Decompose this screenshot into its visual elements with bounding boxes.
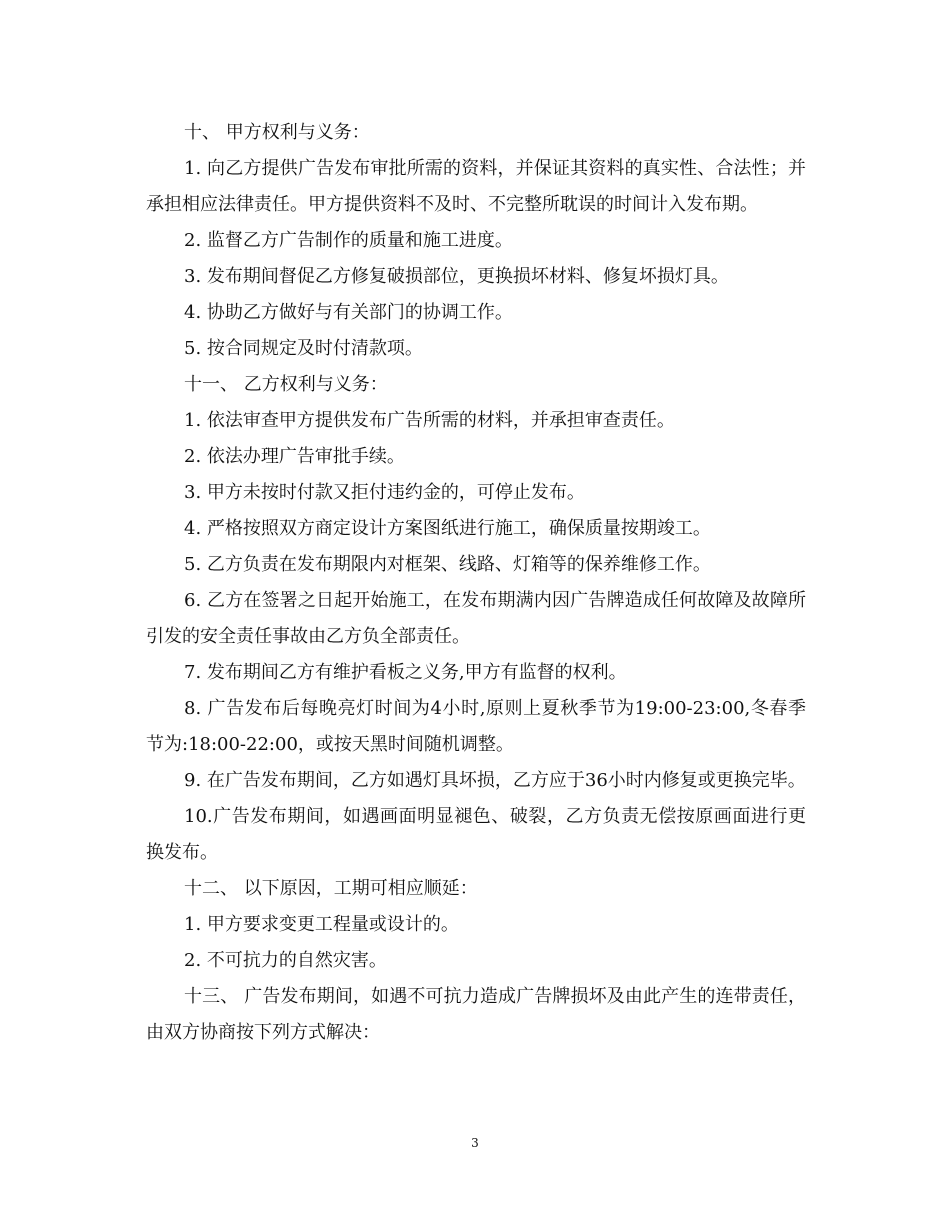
clause-11-9: 9. 在广告发布期间，乙方如遇灯具坏损，乙方应于36小时内修复或更换完毕。 bbox=[184, 770, 806, 791]
section-heading-10: 十、 甲方权利与义务： bbox=[184, 122, 370, 143]
clause-12-2: 2. 不可抗力的自然灾害。 bbox=[184, 950, 387, 971]
clause-11-8: 8. 广告发布后每晚亮灯时间为4小时,原则上夏秋季节为19:00-23:00,冬春季节为:18:00-22:00，或按天黑时间随机调整。 bbox=[146, 698, 806, 755]
clause-11-1: 1. 依法审查甲方提供发布广告所需的材料，并承担审查责任。 bbox=[184, 410, 675, 431]
clause-10-3: 3. 发布期间督促乙方修复破损部位，更换损坏材料、修复坏损灯具。 bbox=[184, 266, 729, 287]
document-body bbox=[146, 115, 806, 1051]
clause-11-4: 4. 严格按照双方商定设计方案图纸进行施工，确保质量按期竣工。 bbox=[184, 518, 711, 539]
section-heading-12: 十二、 以下原因，工期可相应顺延： bbox=[184, 878, 478, 899]
page-number: 3 bbox=[471, 1136, 479, 1150]
clause-12-1: 1. 甲方要求变更工程量或设计的。 bbox=[184, 914, 459, 935]
clause-10-5: 5. 按合同规定及时付清款项。 bbox=[184, 338, 423, 359]
section-heading-11: 十一、 乙方权利与义务： bbox=[184, 374, 388, 395]
clause-11-6: 6. 乙方在签署之日起开始施工，在发布期满内因广告牌造成任何故障及故障所引发的安全责任事故由乙方负全部责任。 bbox=[146, 590, 806, 647]
section-heading-13: 十三、 广告发布期间，如遇不可抗力造成广告牌损坏及由此产生的连带责任，由双方协商按下列方式解决： bbox=[146, 986, 806, 1043]
clause-11-3: 3. 甲方未按时付款又拒付违约金的，可停止发布。 bbox=[184, 482, 585, 503]
clause-11-5: 5. 乙方负责在发布期限内对框架、线路、灯箱等的保养维修工作。 bbox=[184, 554, 711, 575]
clause-11-10: 10.广告发布期间，如遇画面明显褪色、破裂，乙方负责无偿按原画面进行更换发布。 bbox=[146, 806, 806, 863]
clause-10-4: 4. 协助乙方做好与有关部门的协调工作。 bbox=[184, 302, 513, 323]
clause-11-7: 7. 发布期间乙方有维护看板之义务,甲方有监督的权利。 bbox=[184, 662, 627, 683]
clause-10-1: 1. 向乙方提供广告发布审批所需的资料，并保证其资料的真实性、合法性；并承担相应法律责任。甲方提供资料不及时、不完整所耽误的时间计入发布期。 bbox=[146, 158, 806, 215]
clause-11-2: 2. 依法办理广告审批手续。 bbox=[184, 446, 405, 467]
clause-10-2: 2. 监督乙方广告制作的质量和施工进度。 bbox=[184, 230, 513, 251]
